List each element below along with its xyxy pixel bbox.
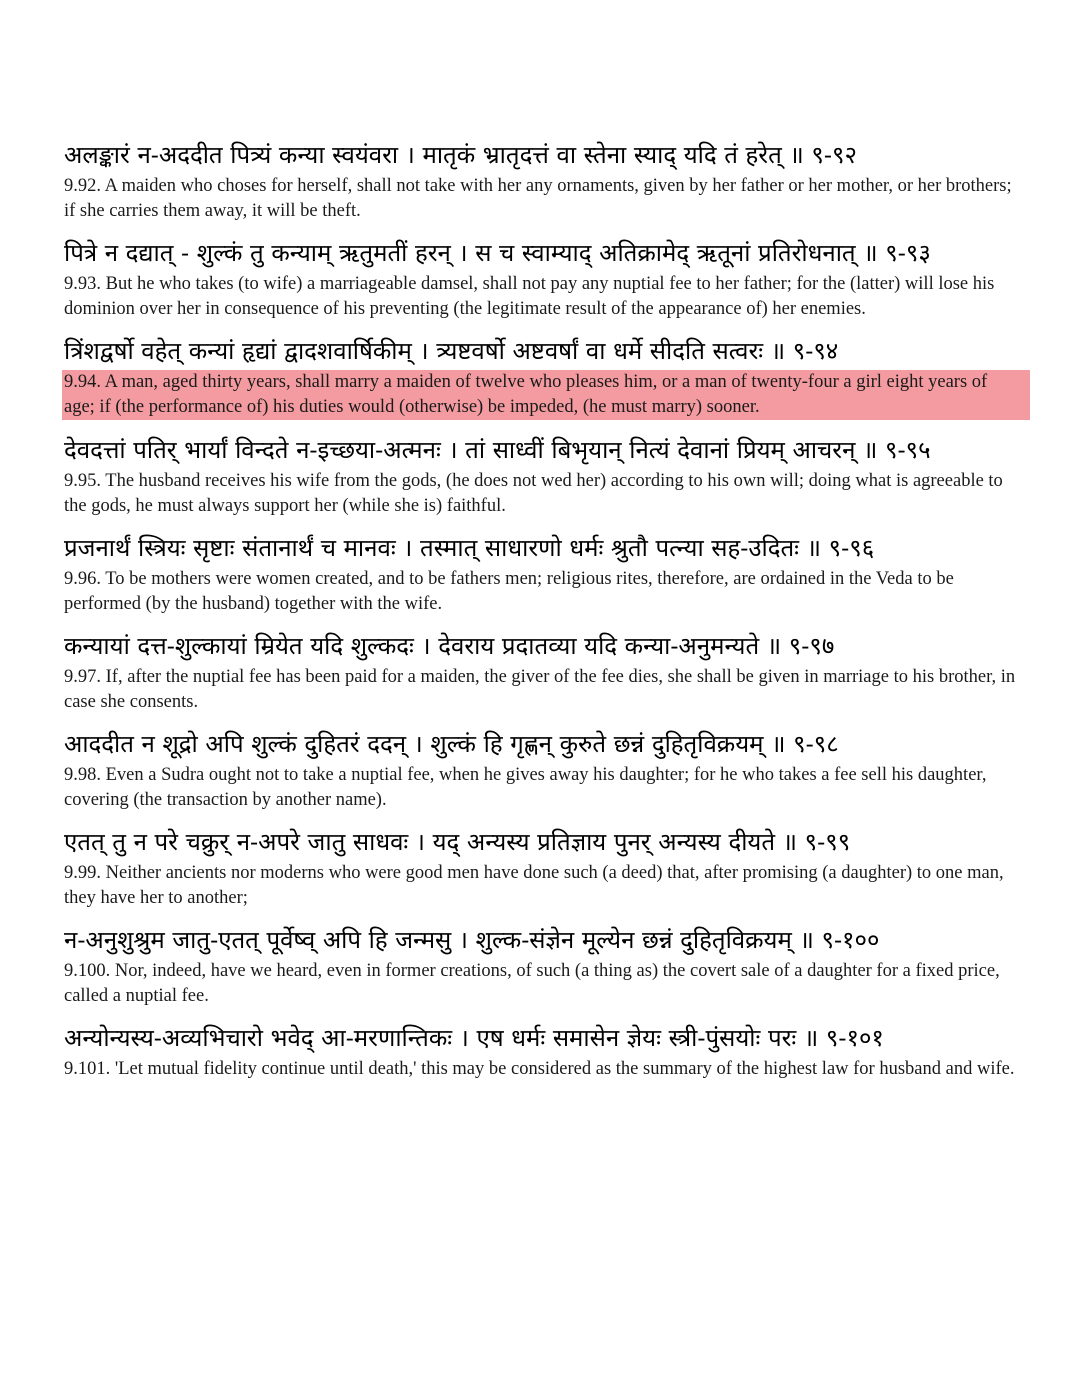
verse-translation: 9.99. Neither ancients nor moderns who were good men have done such (a deed) that, after promising (a daughter) to one man, they have her to another; <box>64 863 1004 908</box>
verse-9-100 <box>64 923 1016 1008</box>
sanskrit-verse: न-अनुशुश्रुम जातु-एतत् पूर्वेष्व् अपि हि जन्मसु । शुल्क-संज्ञेन मूल्येन छन्नं दुहितृविक्रयम् ॥ ९-१०० <box>64 926 880 954</box>
sanskrit-verse: अलङ्कारं न-अददीत पित्र्यं कन्या स्वयंवरा । मातृकं भ्रातृदत्तं वा स्तेना स्याद् यदि तं हरेत् ॥ ९-९२ <box>64 141 857 169</box>
sanskrit-verse: अन्योन्यस्य-अव्यभिचारो भवेद् आ-मरणान्तिकः । एष धर्मः समासेन ज्ञेयः स्त्री-पुंसयोः परः ॥ ९-१०१ <box>64 1024 884 1052</box>
sanskrit-verse: प्रजनार्थं स्त्रियः सृष्टाः संतानार्थं च मानवः । तस्मात् साधारणो धर्मः श्रुतौ पत्न्या सह-उदितः ॥ ९-९६ <box>64 534 875 562</box>
verse-9-92 <box>64 138 1016 223</box>
verse-translation: 9.96. To be mothers were women created, and to be fathers men; religious rites, therefore, are ordained in the Veda to be performed (by the husband) together with the wife. <box>64 569 954 614</box>
verse-translation: 9.93. But he who takes (to wife) a marriageable damsel, shall not pay any nuptial fee to her father; for the (latter) will lose his dominion over her in consequence of his preventing (the legitimate result of the appearance of) her enemies. <box>64 274 995 319</box>
verse-translation: 9.101. 'Let mutual fidelity continue until death,' this may be considered as the summary of the highest law for husband and wife. <box>64 1059 1015 1079</box>
sanskrit-verse: देवदत्तां पतिर् भार्यां विन्दते न-इच्छया-अत्मनः । तां साध्वीं बिभृयान् नित्यं देवानां प्रियम् आचरन् ॥ ९-९५ <box>64 436 931 464</box>
verse-9-99 <box>64 825 1016 910</box>
sanskrit-verse: कन्यायां दत्त-शुल्कायां म्रियेत यदि शुल्कदः । देवराय प्रदातव्या यदि कन्या-अनुमन्यते ॥ ९-९७ <box>64 632 835 660</box>
sanskrit-verse: आददीत न शूद्रो अपि शुल्कं दुहितरं ददन् । शुल्कं हि गृह्णन् कुरुते छन्नं दुहितृविक्रयम् ॥ ९-९८ <box>64 730 839 758</box>
verse-translation: 9.97. If, after the nuptial fee has been paid for a maiden, the giver of the fee dies, she shall be given in marriage to his brother, in case she consents. <box>64 667 1016 712</box>
sanskrit-verse: त्रिंशद्वर्षो वहेत् कन्यां हृद्यां द्वादशवार्षिकीम् । त्र्यष्टवर्षो अष्टवर्षां वा धर्मे सीदति सत्वरः ॥ ९-९४ <box>64 337 839 365</box>
verse-9-94 <box>64 334 1016 420</box>
sanskrit-verse: पित्रे न दद्यात् - शुल्कं तु कन्याम् ऋतुमतीं हरन् । स च स्वाम्याद् अतिक्रामेद् ऋतूनां प्रतिरोधनात् ॥ ९-९३ <box>64 239 931 267</box>
verse-9-93 <box>64 236 1016 321</box>
verse-translation: 9.92. A maiden who choses for herself, shall not take with her any ornaments, given by her father or her mother, or her brothers; if she carries them away, it will be theft. <box>64 176 1012 221</box>
highlighted-translation[interactable]: 9.94. A man, aged thirty years, shall marry a maiden of twelve who pleases him, or a man of twenty-four a girl eight years of age; if (the performance of) his duties would (otherwise) be impeded, (he must marry) sooner. <box>62 370 1030 420</box>
verse-9-98 <box>64 727 1016 812</box>
verse-translation: 9.100. Nor, indeed, have we heard, even in former creations, of such (a thing as) the covert sale of a daughter for a fixed price, called a nuptial fee. <box>64 961 1000 1006</box>
sanskrit-verse: एतत् तु न परे चक्रुर् न-अपरे जातु साधवः । यद् अन्यस्य प्रतिज्ञाय पुनर् अन्यस्य दीयते ॥ ९-९९ <box>64 828 851 856</box>
verse-translation: 9.98. Even a Sudra ought not to take a nuptial fee, when he gives away his daughter; for he who takes a fee sell his daughter, covering (the transaction by another name). <box>64 765 987 810</box>
verse-translation: 9.95. The husband receives his wife from the gods, (he does not wed her) according to his own will; doing what is agreeable to the gods, he must always support her (while she is) faithful. <box>64 471 1003 516</box>
verse-9-97 <box>64 629 1016 714</box>
verse-9-95 <box>64 433 1016 518</box>
verse-9-101 <box>64 1021 1016 1082</box>
document-page <box>64 138 1016 1095</box>
verse-9-96 <box>64 531 1016 616</box>
